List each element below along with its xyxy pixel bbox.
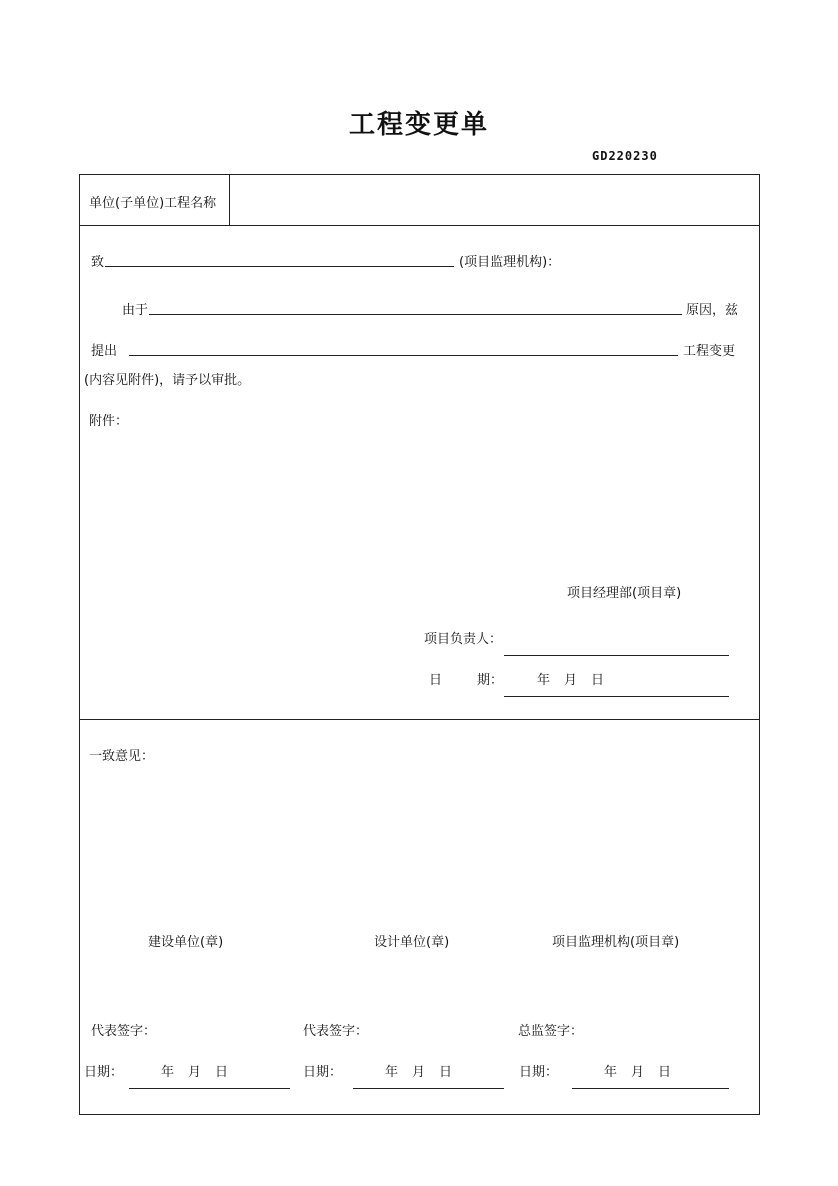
- supervision-date-line[interactable]: [572, 1088, 729, 1089]
- attachment-label: 附件：: [89, 414, 129, 429]
- dept-seal-label: 项目经理部(项目章): [567, 586, 682, 601]
- construction-date-year: 年: [161, 1065, 175, 1080]
- propose-label: 提出: [91, 344, 118, 359]
- design-date-line[interactable]: [353, 1088, 504, 1089]
- supervision-date-month: 月: [631, 1065, 645, 1080]
- row-divider-2: [79, 719, 760, 720]
- design-unit-seal: 设计单位(章): [374, 935, 450, 950]
- construction-unit-seal: 建设单位(章): [148, 935, 224, 950]
- design-date-year: 年: [385, 1065, 399, 1080]
- opinion-label: 一致意见：: [89, 749, 155, 764]
- construction-date-line[interactable]: [129, 1088, 290, 1089]
- supervision-date-year: 年: [604, 1065, 618, 1080]
- supervision-date-label: 日期：: [519, 1065, 559, 1080]
- project-name-label: 单位(子单位)工程名称: [89, 196, 217, 211]
- date-year: 年: [537, 673, 551, 688]
- project-cell-divider: [229, 174, 230, 225]
- design-date-day: 日: [439, 1065, 453, 1080]
- request-continuation: (内容见附件)，请予以审批。: [84, 373, 251, 388]
- form-title: 工程变更单: [348, 110, 489, 140]
- date-day: 日: [591, 673, 605, 688]
- supervisor-sign-label: 总监签字：: [518, 1024, 584, 1039]
- construction-date-day: 日: [215, 1065, 229, 1080]
- row-divider-1: [79, 225, 760, 226]
- form-frame: [79, 174, 760, 1115]
- responsible-sign-line[interactable]: [504, 655, 729, 656]
- design-date-month: 月: [412, 1065, 426, 1080]
- propose-suffix: 工程变更: [683, 344, 736, 359]
- request-date-line[interactable]: [504, 696, 729, 697]
- supervision-date-day: 日: [658, 1065, 672, 1080]
- construction-sign-label: 代表签字：: [91, 1024, 157, 1039]
- to-blank-line[interactable]: [105, 266, 454, 267]
- to-suffix: (项目监理机构)：: [459, 255, 561, 270]
- reason-blank-line[interactable]: [149, 314, 682, 315]
- design-sign-label: 代表签字：: [303, 1024, 369, 1039]
- reason-suffix: 原因，兹: [686, 303, 739, 318]
- form-code: GD220230: [592, 149, 658, 163]
- date-label-part1: 日: [429, 673, 443, 688]
- to-label: 致: [91, 255, 105, 270]
- responsible-label: 项目负责人：: [424, 632, 503, 647]
- construction-date-month: 月: [188, 1065, 202, 1080]
- supervision-seal: 项目监理机构(项目章): [552, 935, 680, 950]
- propose-blank-line[interactable]: [129, 355, 678, 356]
- date-month: 月: [564, 673, 578, 688]
- construction-date-label: 日期：: [84, 1065, 124, 1080]
- design-date-label: 日期：: [303, 1065, 343, 1080]
- reason-label: 由于: [122, 303, 149, 318]
- date-label-part2: 期：: [477, 673, 504, 688]
